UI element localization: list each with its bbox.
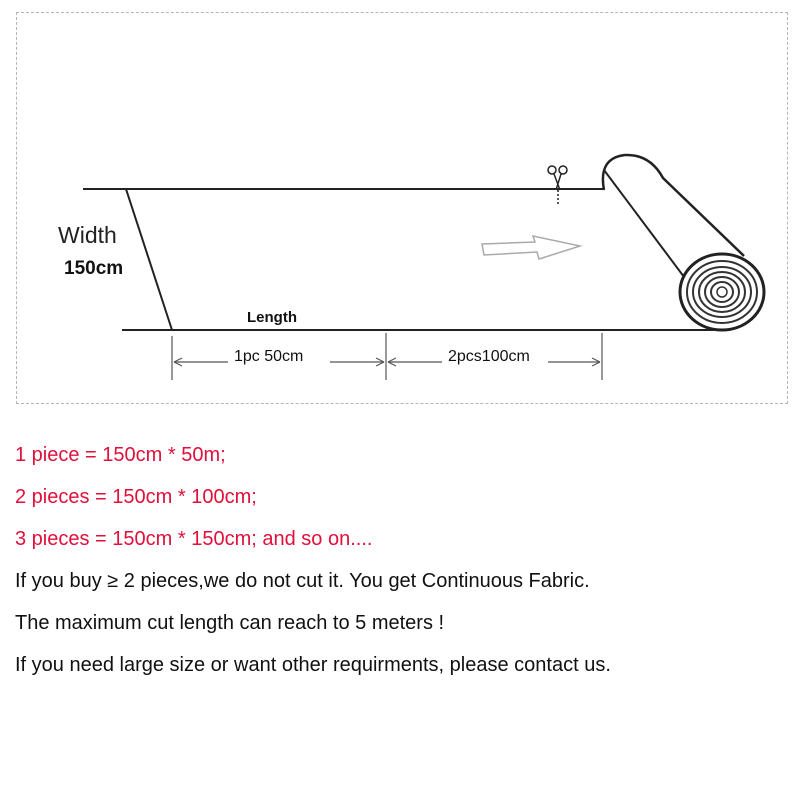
info-line-max-cut: The maximum cut length can reach to 5 meters ! <box>15 612 445 634</box>
info-line-2-pieces: 2 pieces = 150cm * 100cm; <box>15 486 257 508</box>
roll-top-curve <box>603 155 744 256</box>
info-line-1-piece: 1 piece = 150cm * 50m; <box>15 444 226 466</box>
info-line-continuous: If you buy ≥ 2 pieces,we do not cut it. You get Continuous Fabric. <box>15 570 590 592</box>
info-line-3-pieces: 3 pieces = 150cm * 150cm; and so on.... <box>15 528 373 550</box>
fabric-left-edge <box>126 189 172 330</box>
info-text-block <box>15 434 795 686</box>
direction-arrow-icon <box>482 236 580 259</box>
length-label: Length <box>247 309 297 326</box>
roll-end-spiral-icon <box>680 254 764 330</box>
width-label: Width <box>58 222 117 248</box>
segment-1-label: 1pc 50cm <box>234 348 304 365</box>
info-line-contact: If you need large size or want other requirments, please contact us. <box>15 654 611 676</box>
width-value: 150cm <box>64 258 124 279</box>
segment-2-label: 2pcs100cm <box>448 348 530 365</box>
scissors-icon <box>548 166 567 205</box>
